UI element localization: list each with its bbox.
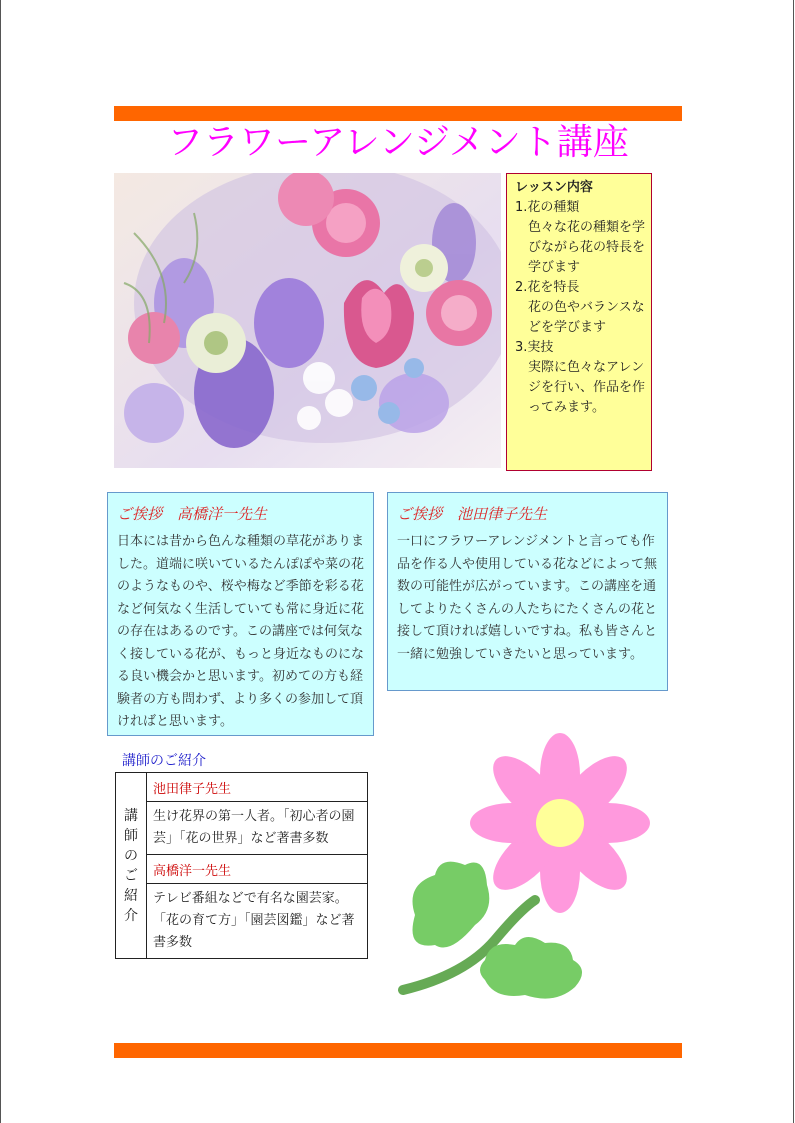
greeting-takahashi: [107, 492, 374, 736]
lesson-item-number: 2.: [515, 280, 528, 295]
greeting-title: ご挨拶 高橋洋一先生: [117, 505, 268, 523]
page-title: フラワーアレンジメント講座: [167, 122, 629, 163]
instructors-side-label: 講 師 の ご 紹 介: [116, 773, 147, 959]
lesson-item: [515, 198, 645, 278]
instructors-table: [115, 772, 368, 959]
instructor-name: 高橋洋一先生: [147, 855, 368, 884]
pink-flower-illustration: [395, 725, 660, 1000]
instructor-name: 池田律子先生: [147, 773, 368, 802]
lesson-item-title: 花を特長: [527, 280, 580, 295]
table-row: [116, 802, 368, 855]
flower-bouquet-photo: [114, 173, 501, 468]
page-border-right: [793, 0, 794, 1123]
greeting-ikeda: [387, 492, 668, 691]
lesson-item-desc: 花の色やバランスなどを学びます: [528, 300, 645, 335]
table-row: [116, 855, 368, 884]
lesson-item-title: 花の種類: [527, 200, 580, 215]
greeting-title: ご挨拶 池田律子先生: [397, 505, 548, 523]
greeting-body: 一口にフラワーアレンジメントと言っても作品を作る人や使用している花などによって無数の可能性が広がっています。この講座を通してよりたくさんの人たちにたくさんの花と接して頂ければ嬉しいですね。私も皆さんと一緒に勉強していきたいと思っています。: [397, 534, 658, 662]
lesson-heading: レッスン内容: [515, 180, 593, 195]
lesson-content-box: [506, 173, 652, 471]
lesson-item-number: 1.: [515, 200, 528, 215]
instructor-desc: 生け花界の第一人者。「初心者の園芸」「花の世界」など著書多数: [147, 802, 368, 855]
page-border-left: [0, 0, 1, 1123]
lesson-item-title: 実技: [527, 340, 554, 355]
table-row: [116, 884, 368, 959]
table-row: [116, 773, 368, 802]
instructor-desc: テレビ番組などで有名な園芸家。「花の育て方」「園芸図鑑」など著書多数: [147, 884, 368, 959]
bottom-accent-bar: [114, 1043, 682, 1058]
lesson-item: [515, 278, 645, 338]
greeting-body: 日本には昔から色んな種類の草花がありました。道端に咲いているたんぽぽや菜の花のようなものや、桜や梅など季節を彩る花など何気なく生活していても常に身近に花の存在はあるのです。この講座では何気なく接している花が、もっと身近なものになる良い機会かと思います。初めての方も経験者の方も問わず、より多くの参加して頂ければと思います。: [117, 534, 365, 729]
instructors-heading: 講師のご紹介: [122, 753, 206, 769]
lesson-item-desc: 実際に色々なアレンジを行い、作品を作ってみます。: [528, 360, 646, 415]
lesson-item-desc: 色々な花の種類を学びながら花の特長を学びます: [528, 220, 646, 275]
lesson-item: [515, 338, 645, 418]
lesson-item-number: 3.: [515, 340, 528, 355]
